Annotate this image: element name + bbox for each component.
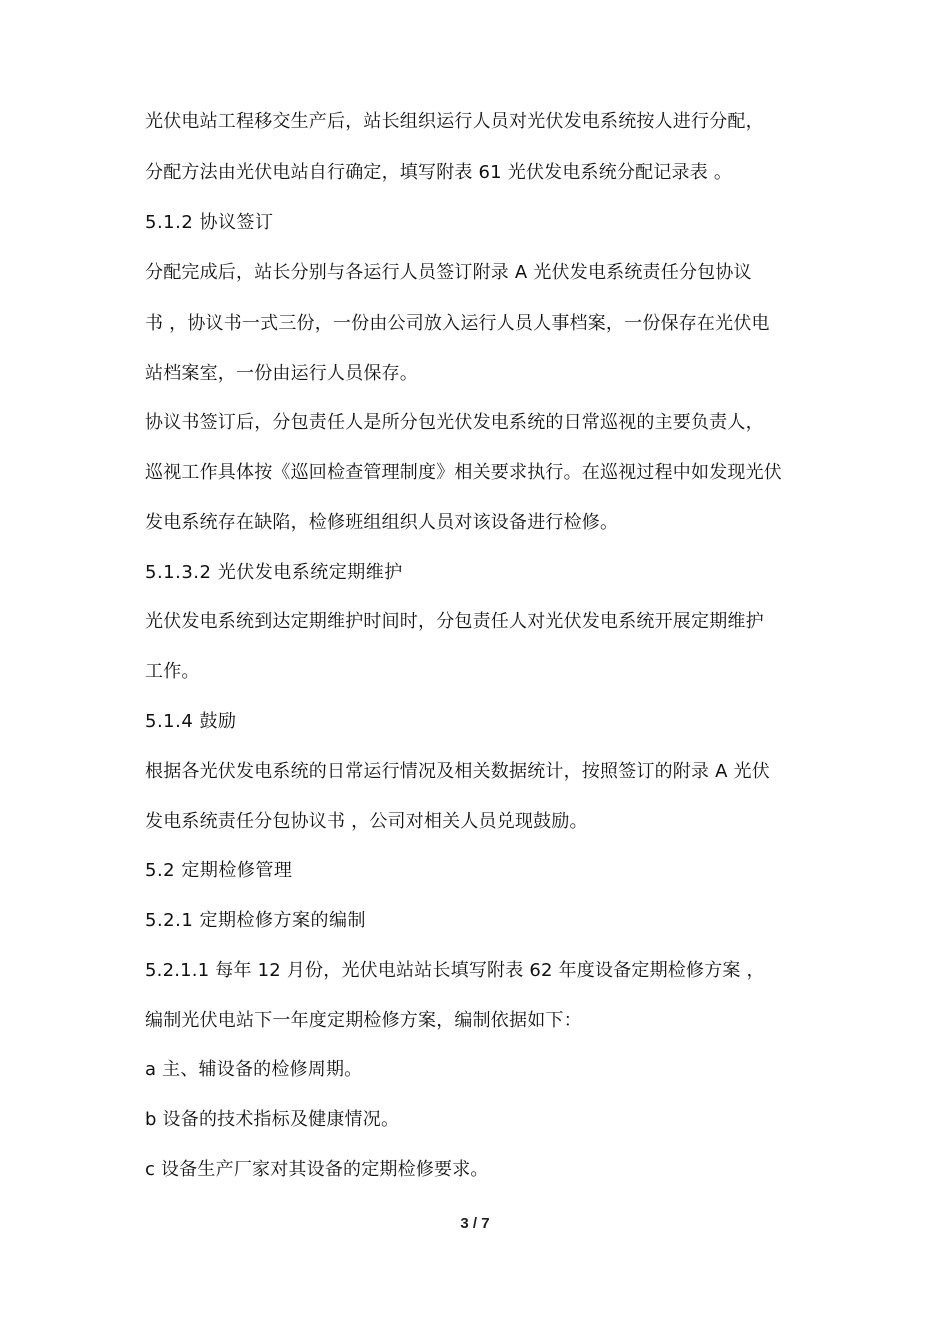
page-number: 3 / 7 (460, 1215, 490, 1232)
paragraph-line: 书 ，协议书一式三份，一份由公司放入运行人员人事档案，一份保存在光伏电 (145, 313, 770, 334)
section-heading: 5.1.2 协议签订 (145, 212, 274, 233)
paragraph-line: 分配方法由光伏电站自行确定，填写附表 61 光伏发电系统分配记录表 。 (145, 162, 733, 183)
list-item: b 设备的技术指标及健康情况。 (145, 1109, 400, 1130)
paragraph-line: 光伏发电系统到达定期维护时间时，分包责任人对光伏发电系统开展定期维护 (145, 611, 764, 632)
section-heading: 5.2.1 定期检修方案的编制 (145, 910, 367, 931)
section-heading: 5.2 定期检修管理 (145, 860, 293, 881)
paragraph-line: 协议书签订后，分包责任人是所分包光伏发电系统的日常巡视的主要负责人， (145, 412, 764, 433)
paragraph-line: 工作。 (145, 661, 200, 682)
paragraph-line: 根据各光伏发电系统的日常运行情况及相关数据统计，按照签订的附录 A 光伏 (145, 761, 770, 782)
section-heading: 5.1.4 鼓励 (145, 711, 237, 732)
paragraph-line: 站档案室，一份由运行人员保存。 (145, 363, 418, 384)
paragraph-line: 5.2.1.1 每年 12 月份，光伏电站站长填写附表 62 年度设备定期检修方案 ， (145, 960, 765, 981)
paragraph-line: 光伏电站工程移交生产后，站长组织运行人员对光伏发电系统按人进行分配， (145, 111, 764, 132)
paragraph-line: 发电系统责任分包协议书 ，公司对相关人员兑现鼓励。 (145, 811, 588, 832)
paragraph-line: 巡视工作具体按《巡回检查管理制度》相关要求执行。在巡视过程中如发现光伏 (145, 462, 782, 483)
paragraph-line: 分配完成后，站长分别与各运行人员签订附录 A 光伏发电系统责任分包协议 (145, 262, 752, 283)
paragraph-line: 编制光伏电站下一年度定期检修方案，编制依据如下： (145, 1010, 582, 1031)
list-item: c 设备生产厂家对其设备的定期检修要求。 (145, 1159, 489, 1180)
list-item: a 主、辅设备的检修周期。 (145, 1059, 363, 1080)
section-heading: 5.1.3.2 光伏发电系统定期维护 (145, 562, 403, 583)
paragraph-line: 发电系统存在缺陷，检修班组组织人员对该设备进行检修。 (145, 512, 619, 533)
